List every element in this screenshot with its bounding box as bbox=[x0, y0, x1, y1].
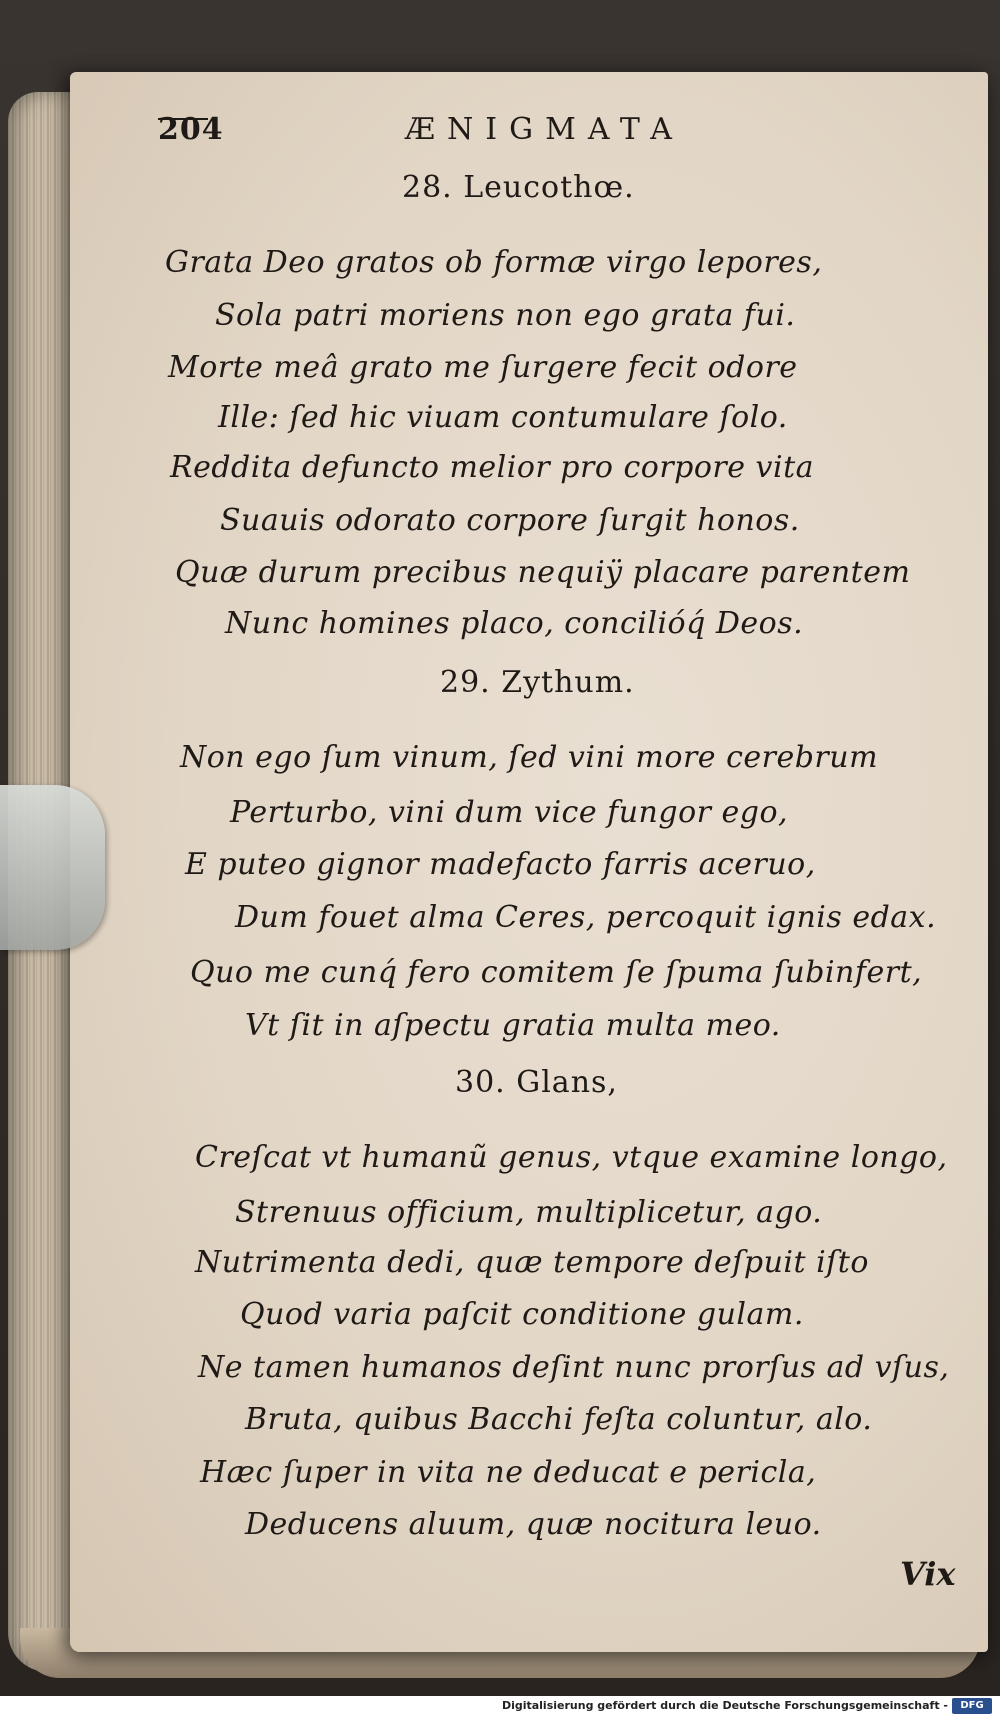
verse-line: Suauis odorato corpore ſurgit honos. bbox=[220, 503, 800, 538]
section-title: 29. Zythum. bbox=[440, 665, 635, 700]
verse-line: Nutrimenta dedi, quæ tempore deſpuit iſto bbox=[195, 1245, 869, 1280]
verse-line: Morte meâ grato me ſurgere fecit odore bbox=[168, 350, 798, 385]
verse-line: Ille: ſed hic viuam contumulare ſolo. bbox=[218, 400, 788, 435]
verse-line: Ne tamen humanos deſint nunc prorſus ad vſus, bbox=[198, 1350, 950, 1385]
verse-line: Non ego ſum vinum, ſed vini more cerebrum bbox=[180, 740, 879, 775]
verse-line: Hæc ſuper in vita ne deducat e pericla, bbox=[200, 1455, 817, 1490]
dfg-logo: DFG bbox=[952, 1698, 992, 1714]
verse-line: Perturbo, vini dum vice fungor ego, bbox=[230, 795, 789, 830]
verse-line: Quo me cunq́ fero comitem ſe ſpuma ſubinfert, bbox=[190, 955, 923, 990]
verse-line: Deducens aluum, quæ nocitura leuo. bbox=[245, 1507, 822, 1542]
verse-line: Dum fouet alma Ceres, percoquit ignis edax. bbox=[235, 900, 937, 935]
verse-line: Strenuus officium, multiplicetur, ago. bbox=[235, 1195, 823, 1230]
verse-line: Creſcat vt humanũ genus, vtque examine longo, bbox=[195, 1140, 948, 1175]
page-number: 204 bbox=[158, 112, 224, 147]
running-head: ÆNIGMATA bbox=[405, 112, 684, 147]
verse-line: Vt ſit in aſpectu gratia multa meo. bbox=[245, 1008, 781, 1043]
verse-line: Quod varia paſcit conditione gulam. bbox=[240, 1297, 804, 1332]
verse-line: Grata Deo gratos ob formæ virgo lepores, bbox=[165, 245, 823, 280]
catchword: Vix bbox=[900, 1555, 956, 1593]
verse-line: Bruta, quibus Bacchi feſta coluntur, alo. bbox=[245, 1402, 873, 1437]
verse-line: Reddita defuncto melior pro corpore vita bbox=[170, 450, 815, 485]
section-title: 30. Glans, bbox=[455, 1065, 618, 1100]
section-title: 28. Leucothœ. bbox=[402, 170, 635, 205]
verse-line: Quæ durum precibus nequiÿ placare parentem bbox=[175, 555, 911, 590]
verse-line: Sola patri moriens non ego grata fui. bbox=[215, 298, 796, 333]
footer-credit: Digitalisierung gefördert durch die Deutsche Forschungsgemeinschaft - bbox=[501, 1699, 948, 1712]
verse-line: E puteo gignor madefacto farris aceruo, bbox=[185, 847, 816, 882]
verse-line: Nunc homines placo, concilióq́ Deos. bbox=[225, 606, 804, 641]
book-clamp bbox=[0, 785, 105, 950]
